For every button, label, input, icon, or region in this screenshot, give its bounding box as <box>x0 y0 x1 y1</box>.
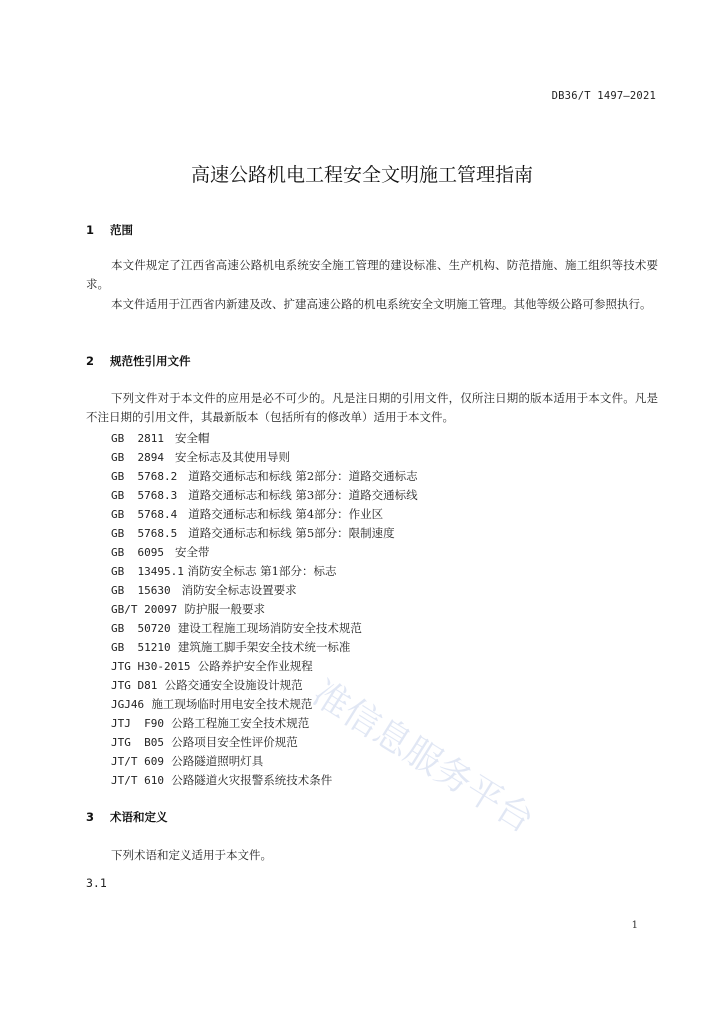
reference-title: 防护服一般要求 <box>184 602 266 616</box>
reference-code: GB 2811 <box>111 432 164 445</box>
document-title: 高速公路机电工程安全文明施工管理指南 <box>190 164 533 186</box>
reference-title: 公路交通安全设施设计规范 <box>164 678 303 692</box>
reference-item <box>111 676 418 695</box>
section-number: 1 <box>86 223 95 237</box>
reference-code: JTG B05 <box>111 736 164 749</box>
reference-title: 道路交通标志和标线 第3部分：道路交通标线 <box>188 488 418 502</box>
reference-title: 公路养护安全作业规程 <box>197 659 313 673</box>
reference-title: 消防安全标志设置要求 <box>181 583 297 597</box>
reference-code: GB 13495.1 <box>111 565 184 578</box>
section-number: 2 <box>86 354 95 368</box>
reference-code: GB 5768.3 <box>111 489 178 502</box>
reference-code: GB 5768.2 <box>111 470 178 483</box>
reference-title: 安全带 <box>174 545 210 559</box>
reference-title: 公路隧道火灾报警系统技术条件 <box>171 773 333 787</box>
reference-item <box>111 448 418 467</box>
reference-code: GB 50720 <box>111 622 171 635</box>
reference-title: 公路隧道照明灯具 <box>171 754 264 768</box>
reference-title: 消防安全标志 第1部分：标志 <box>187 564 337 578</box>
reference-code: GB 5768.5 <box>111 527 178 540</box>
reference-item <box>111 429 418 448</box>
reference-code: GB 15630 <box>111 584 171 597</box>
reference-item <box>111 486 418 505</box>
section-title: 规范性引用文件 <box>110 354 191 368</box>
reference-item <box>111 733 418 752</box>
reference-item <box>111 581 418 600</box>
reference-item <box>111 524 418 543</box>
reference-title: 建设工程施工现场消防安全技术规范 <box>177 621 362 635</box>
page-number: 1 <box>631 920 638 931</box>
reference-title: 道路交通标志和标线 第2部分：道路交通标志 <box>188 469 418 483</box>
section-title: 术语和定义 <box>110 810 168 824</box>
reference-title: 安全帽 <box>174 431 210 445</box>
section-2-heading <box>86 353 191 369</box>
document-code: DB36/T 1497—2021 <box>551 90 656 102</box>
reference-title: 公路项目安全性评价规范 <box>171 735 298 749</box>
reference-code: GB/T 20097 <box>111 603 178 616</box>
reference-code: JTG D81 <box>111 679 158 692</box>
section-3-paragraph: 下列术语和定义适用于本文件。 <box>111 848 272 862</box>
reference-item <box>111 467 418 486</box>
reference-item <box>111 600 418 619</box>
section-1-paragraph-2: 本文件适用于江西省内新建及改、扩建高速公路的机电系统安全文明施工管理。其他等级公路可参照执行。 <box>111 297 652 311</box>
reference-item <box>111 562 418 581</box>
section-2-paragraph: 下列文件对于本文件的应用是必不可少的。凡是注日期的引用文件，仅所注日期的版本适用于本文件。凡是不注日期的引用文件，其最新版本（包括所有的修改单）适用于本文件。 <box>86 391 658 424</box>
reference-item <box>111 771 418 790</box>
reference-item <box>111 752 418 771</box>
reference-code: JT/T 609 <box>111 755 164 768</box>
section-number: 3 <box>86 810 95 824</box>
section-1-heading <box>86 222 133 238</box>
reference-item <box>111 638 418 657</box>
reference-code: JTG H30-2015 <box>111 660 191 673</box>
reference-title: 建筑施工脚手架安全技术统一标准 <box>177 640 351 654</box>
reference-code: GB 51210 <box>111 641 171 654</box>
normative-references-list <box>111 429 418 790</box>
reference-item <box>111 543 418 562</box>
reference-title: 安全标志及其使用导则 <box>174 450 290 464</box>
reference-item <box>111 657 418 676</box>
reference-title: 施工现场临时用电安全技术规范 <box>151 697 313 711</box>
section-1-paragraph-1: 本文件规定了江西省高速公路机电系统安全施工管理的建设标准、生产机构、防范措施、施工组织等技术要求。 <box>86 258 658 291</box>
reference-title: 道路交通标志和标线 第4部分：作业区 <box>188 507 384 521</box>
reference-title: 公路工程施工安全技术规范 <box>171 716 310 730</box>
watermark-text: 准信息服务平台 <box>305 672 541 842</box>
reference-code: JGJ46 <box>111 698 145 711</box>
reference-code: GB 2894 <box>111 451 164 464</box>
reference-item <box>111 505 418 524</box>
reference-item <box>111 619 418 638</box>
reference-item <box>111 714 418 733</box>
reference-item <box>111 695 418 714</box>
reference-code: JTJ F90 <box>111 717 164 730</box>
section-3-heading <box>86 809 168 825</box>
reference-code: GB 5768.4 <box>111 508 178 521</box>
reference-title: 道路交通标志和标线 第5部分：限制速度 <box>188 526 395 540</box>
reference-code: JT/T 610 <box>111 774 164 787</box>
section-title: 范围 <box>110 223 134 237</box>
reference-code: GB 6095 <box>111 546 164 559</box>
subsection-number: 3.1 <box>86 876 107 890</box>
